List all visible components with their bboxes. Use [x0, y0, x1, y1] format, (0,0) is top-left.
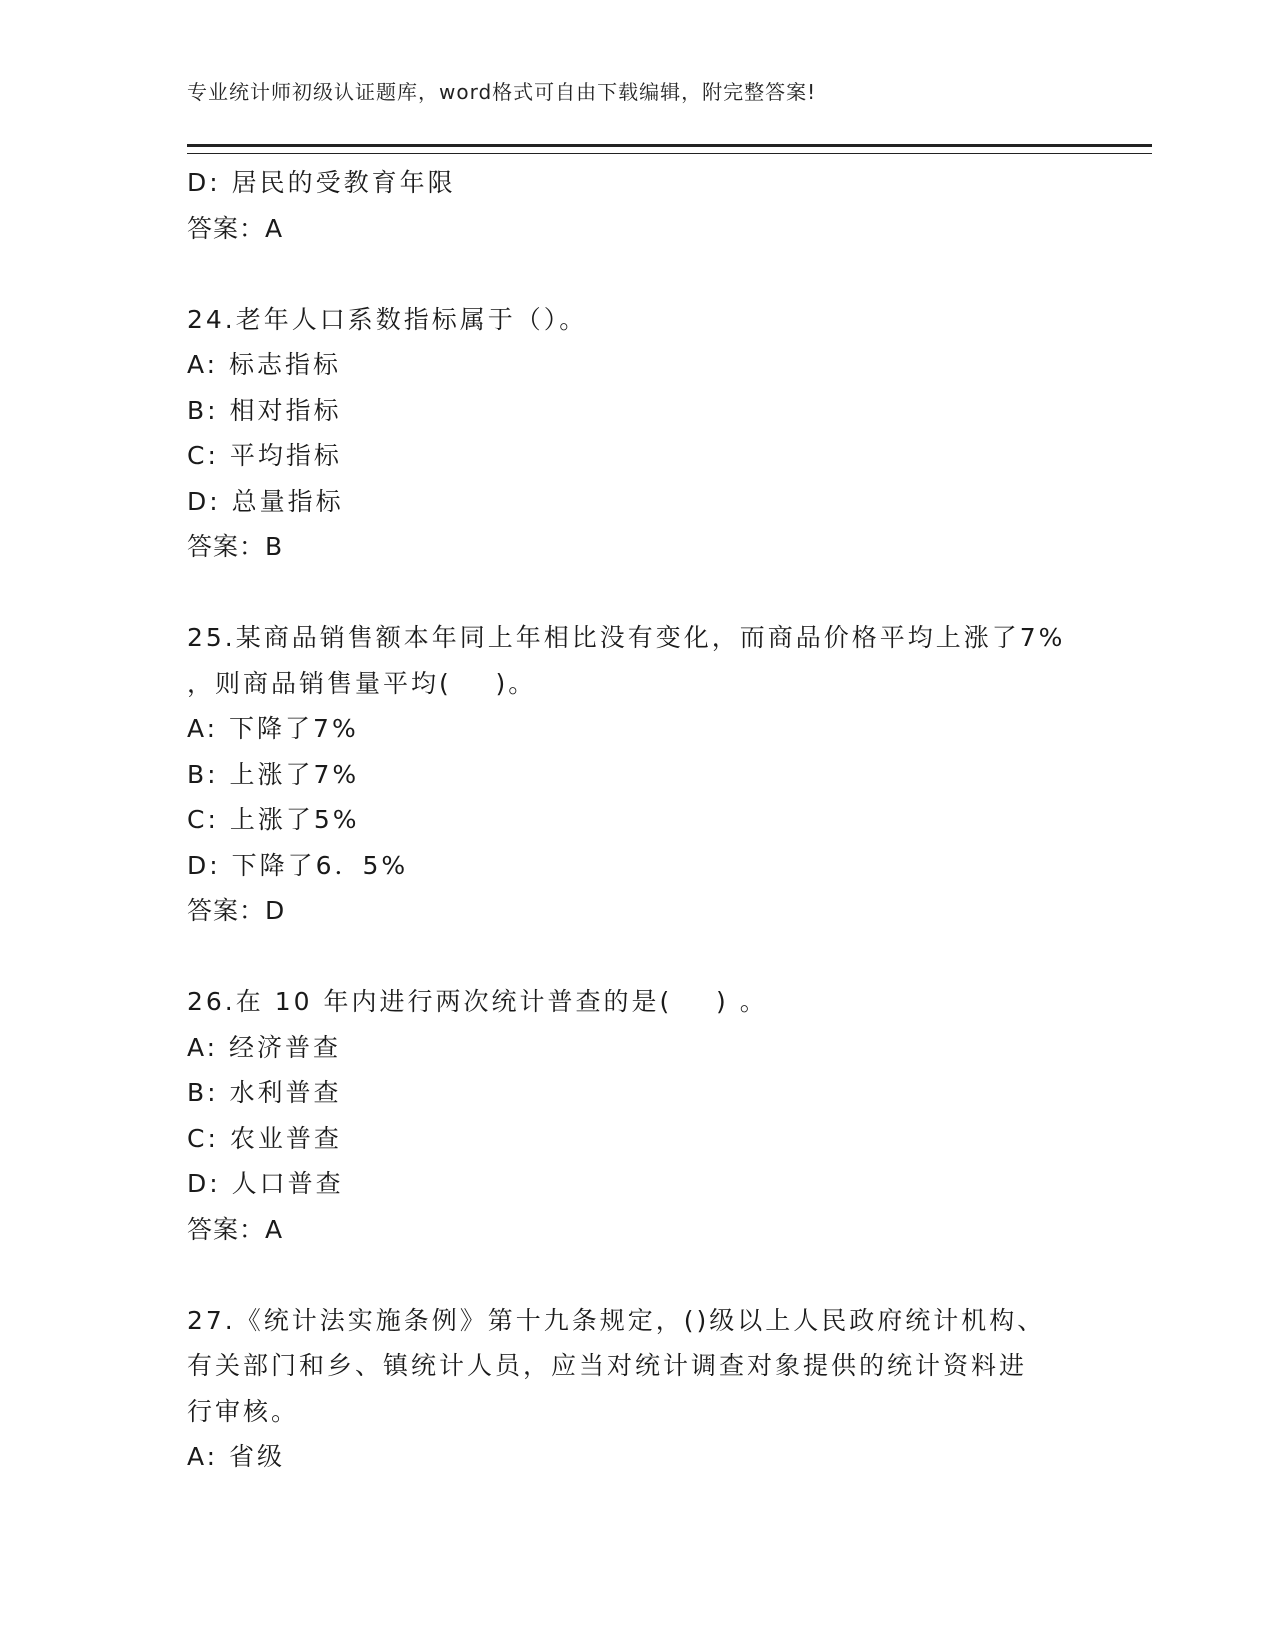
- q25-option-b: B: 上涨了7%: [187, 759, 360, 789]
- q25-stem-line2: ，则商品销售量平均( )。: [187, 668, 537, 698]
- spacer: [187, 934, 1087, 980]
- q25-option-c: C: 上涨了5%: [187, 805, 360, 834]
- prev-answer: 答案：A: [187, 213, 284, 243]
- q26-option-b: B: 水利普查: [187, 1078, 342, 1107]
- q27-stem-line2: 有关部门和乡、镇统计人员，应当对统计调查对象提供的统计资料进: [187, 1351, 1028, 1380]
- spacer: [187, 251, 1087, 297]
- spacer: [187, 570, 1087, 616]
- q26-option-d: D: 人口普查: [187, 1169, 344, 1198]
- q24-option-b: B: 相对指标: [187, 395, 342, 425]
- q26-answer: 答案：A: [187, 1214, 284, 1244]
- q27-stem-line3: 行审核。: [187, 1396, 300, 1426]
- q24-option-a: A: 标志指标: [187, 350, 342, 379]
- q25-option-d: D: 下降了6．5%: [187, 850, 409, 880]
- document-body: [187, 160, 1087, 1480]
- q27-stem-line1: 27.《统计法实施条例》第十九条规定，()级以上人民政府统计机构、: [187, 1305, 1046, 1335]
- header-divider: [187, 144, 1152, 154]
- q24-option-d: D: 总量指标: [187, 486, 344, 516]
- q26-option-c: C: 农业普查: [187, 1123, 342, 1153]
- q25-stem-line1: 25.某商品销售额本年同上年相比没有变化，而商品价格平均上涨了7%: [187, 623, 1066, 652]
- q25-answer: 答案：D: [187, 896, 286, 925]
- q25-option-a: A: 下降了7%: [187, 714, 359, 743]
- q26-option-a: A: 经济普查: [187, 1032, 342, 1062]
- spacer: [187, 1252, 1087, 1298]
- page-header: 专业统计师初级认证题库，word格式可自由下载编辑，附完整答案!: [187, 80, 817, 104]
- q26-stem: 26.在 10 年内进行两次统计普查的是( ) 。: [187, 987, 768, 1016]
- prev-option-d: D: 居民的受教育年限: [187, 168, 456, 197]
- q24-stem: 24.老年人口系数指标属于（）。: [187, 304, 588, 334]
- q24-answer: 答案：B: [187, 532, 284, 561]
- q27-option-a: A: 省级: [187, 1442, 286, 1471]
- q24-option-c: C: 平均指标: [187, 441, 342, 470]
